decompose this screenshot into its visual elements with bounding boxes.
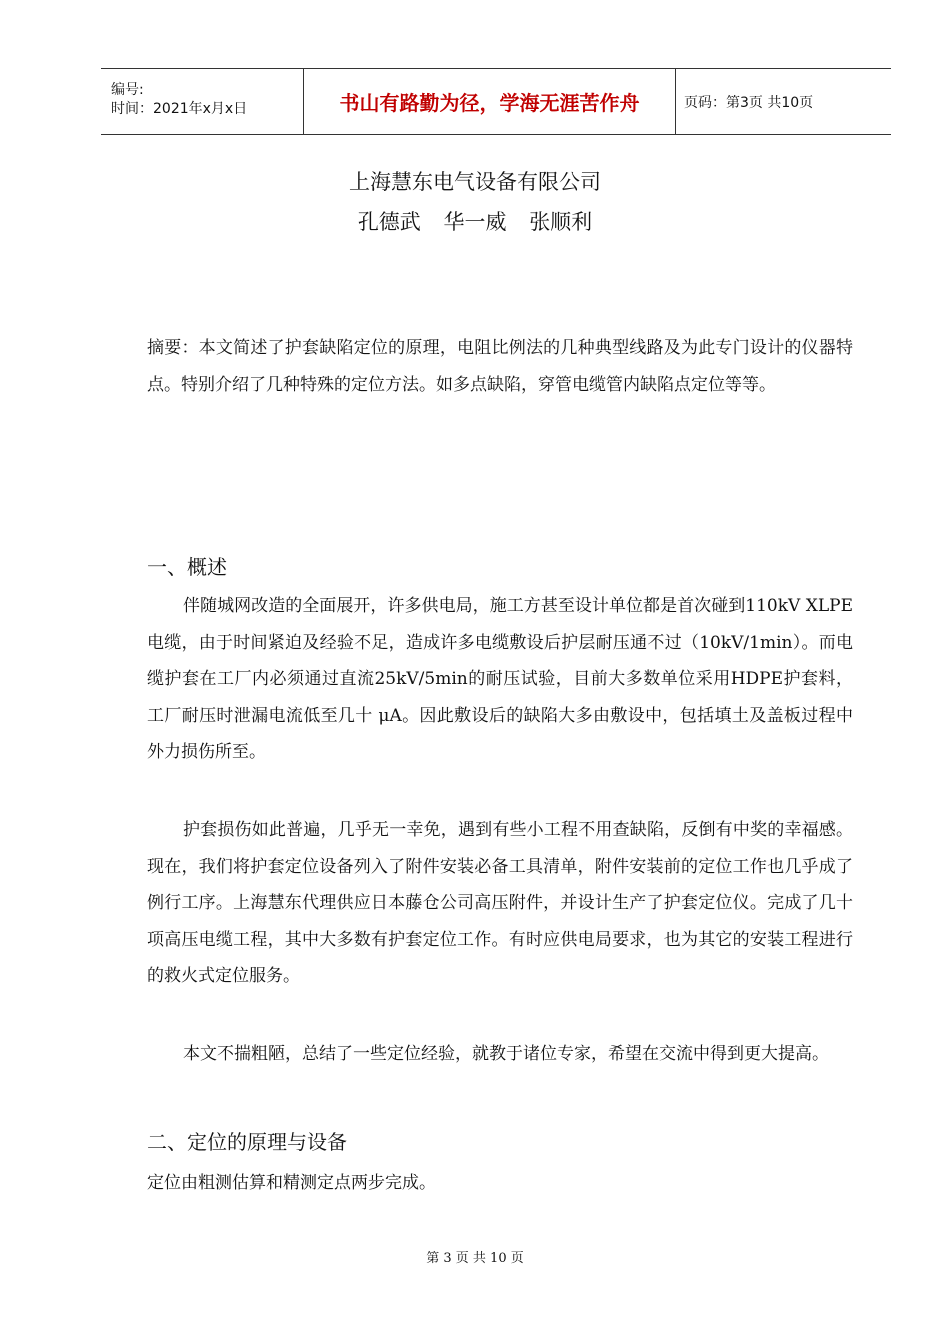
section-1-title: 一、概述 <box>147 555 227 579</box>
body-paragraph: 定位由粗测估算和精测定点两步完成。 <box>147 1173 436 1193</box>
author-name: 华一威 <box>443 210 507 234</box>
page-footer: 第 3 页 共 10 页 <box>426 1251 524 1266</box>
author-name: 孔德武 <box>357 210 421 234</box>
abstract-paragraph: 摘要：本文简述了护套缺陷定位的原理，电阻比例法的几种典型线路及为此专门设计的仪器特点。特别介绍了几种特殊的定位方法。如多点缺陷，穿管电缆管内缺陷点定位等等。 <box>147 338 853 395</box>
header-meta <box>101 69 303 134</box>
body-paragraph: 本文不揣粗陋，总结了一些定位经验，就教于诸位专家，希望在交流中得到更大提高。 <box>183 1044 829 1064</box>
header-motto-cell <box>303 69 676 134</box>
company-name: 上海慧东电气设备有限公司 <box>349 170 601 194</box>
header-time-label: 时间：2021年x月x日 <box>111 100 248 117</box>
body-paragraph: 伴随城网改造的全面展开，许多供电局，施工方甚至设计单位都是首次碰到110kV XLPE电缆，由于时间紧迫及经验不足，造成许多电缆敷设后护层耐压通不过（10kV/1min）。而电缆护套在工厂内必须通过直流25kV/5min的耐压试验，目前大多数单位采用HDPE护套料，工厂耐压时泄漏电流低至几十 μA。因此敷设后的缺陷大多由敷设中，包括填土及盖板过程中外力损伤所至。 <box>147 596 853 762</box>
header-page-cell <box>676 69 891 134</box>
header-number-label: 编号: <box>111 81 144 98</box>
page-header <box>101 68 891 135</box>
author-list <box>0 206 950 236</box>
body-paragraph: 护套损伤如此普遍，几乎无一幸免，遇到有些小工程不用查缺陷，反倒有中奖的幸福感。现在，我们将护套定位设备列入了附件安装必备工具清单，附件安装前的定位工作也几乎成了例行工序。上海慧东代理供应日本藤仓公司高压附件，并设计生产了护套定位仪。完成了几十项高压电缆工程，其中大多数有护套定位工作。有时应供电局要求，也为其它的安装工程进行的救火式定位服务。 <box>147 820 853 986</box>
header-motto: 书山有路勤为径，学海无涯苦作舟 <box>339 91 640 115</box>
section-2-title: 二、定位的原理与设备 <box>147 1130 347 1154</box>
author-name: 张顺利 <box>529 210 593 234</box>
header-page-label: 页码：第3页 共10页 <box>684 94 814 111</box>
